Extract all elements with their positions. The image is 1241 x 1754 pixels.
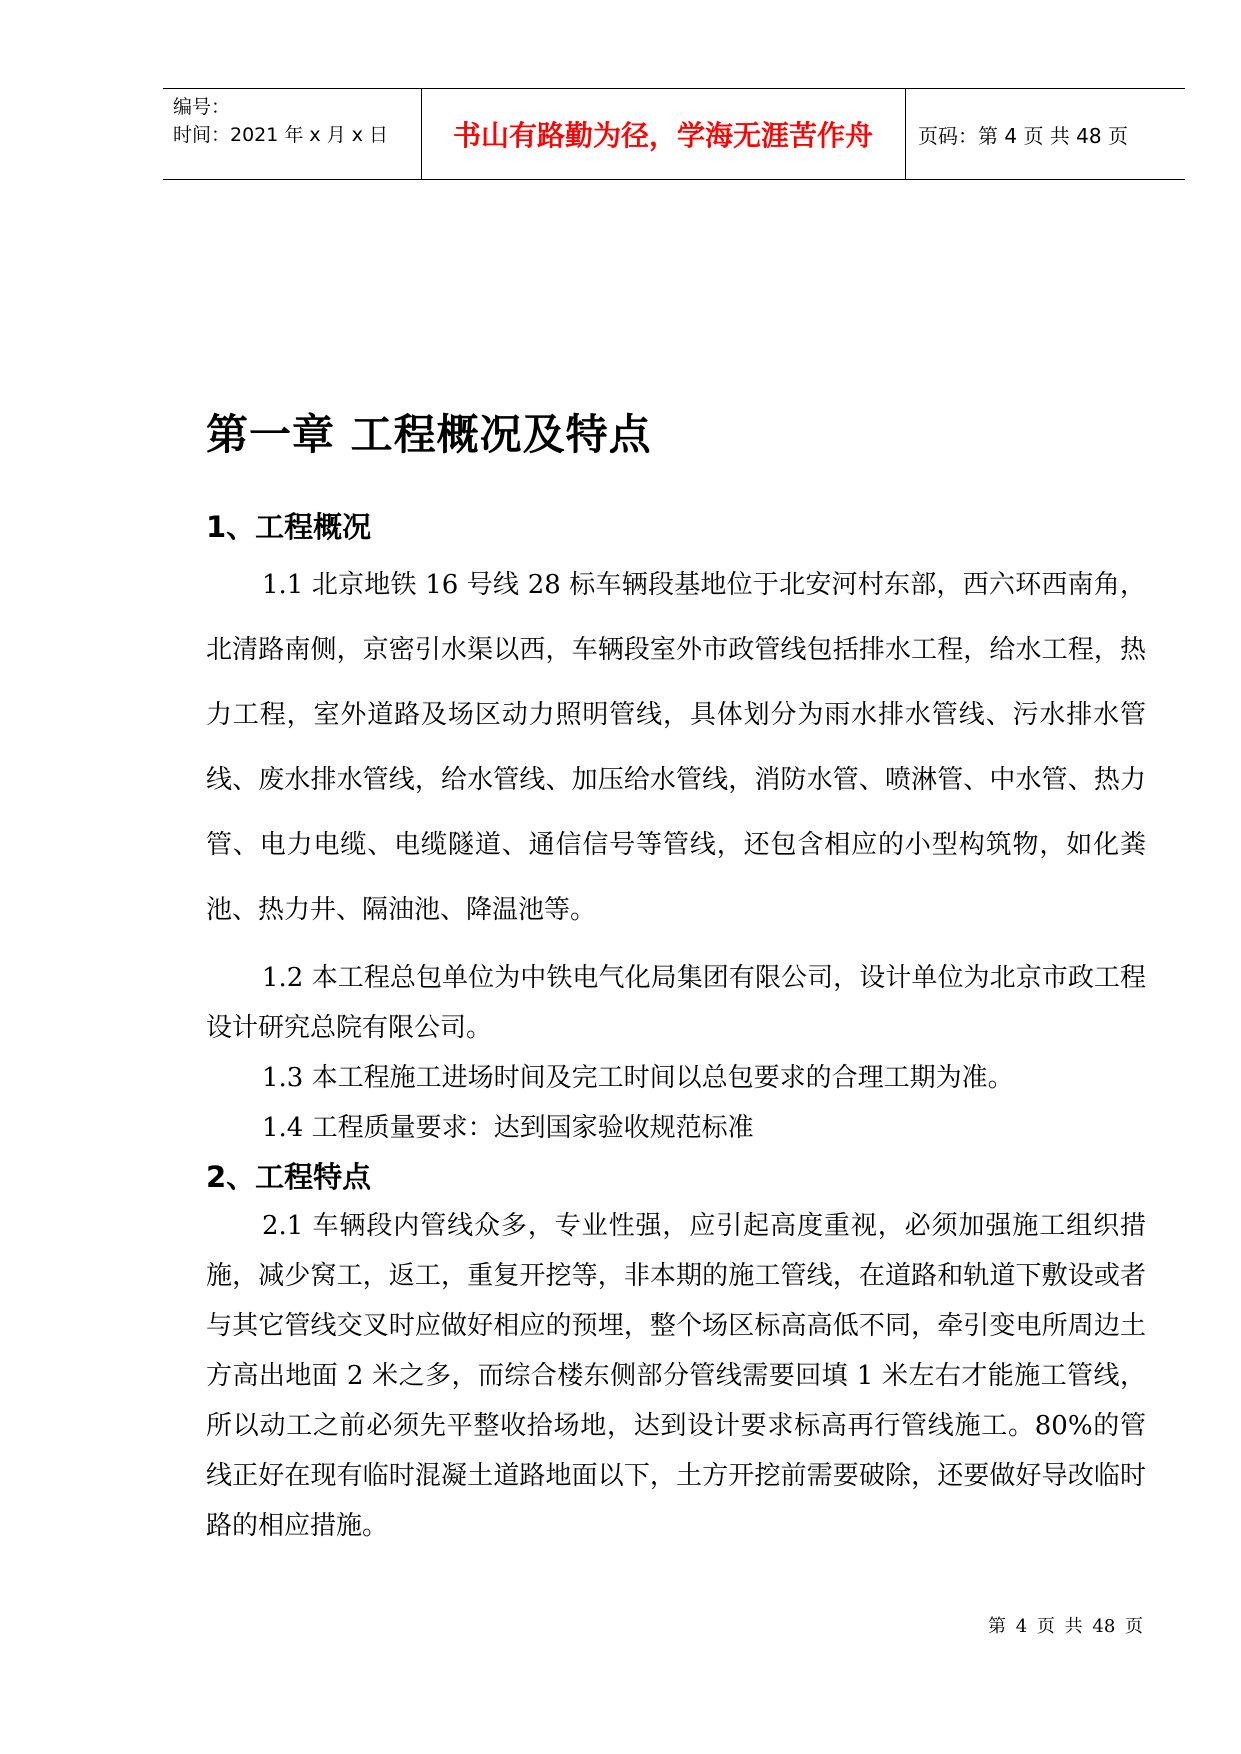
header-number-label: 编号： xyxy=(173,96,231,118)
header-time-label: 时间：2021 年 x 月 x 日 xyxy=(173,124,389,146)
paragraph: 1.2 本工程总包单位为中铁电气化局集团有限公司，设计单位为北京市政工程设计研究总院有限公司。 xyxy=(206,963,1146,1043)
paragraph: 1.1 北京地铁 16 号线 28 标车辆段基地位于北安河村东部，西六环西南角，北清路南侧，京密引水渠以西，车辆段室外市政管线包括排水工程，给水工程，热力工程，室外道路及场区动力照明管线，具体划分为雨水排水管线、污水排水管线、废水排水管线，给水管线、加压给水管线，消防水管、喷淋管、中水管、热力管、电力电缆、电缆隧道、通信信号等管线，还包含相应的小型构筑物，如化粪池、热力井、隔油池、降温池等。 xyxy=(206,570,1146,925)
page-footer: 第 4 页 共 48 页 xyxy=(988,1616,1143,1637)
document-body xyxy=(206,405,1146,1551)
section-heading: 2、工程特点 xyxy=(206,1160,372,1194)
paragraph: 1.4 工程质量要求：达到国家验收规范标准 xyxy=(262,1113,754,1143)
header-page-number: 页码：第 4 页 共 48 页 xyxy=(918,123,1128,148)
section-heading: 1、工程概况 xyxy=(206,510,372,544)
paragraph: 1.3 本工程施工进场时间及完工时间以总包要求的合理工期为准。 xyxy=(262,1063,1014,1093)
chapter-title: 第一章 工程概况及特点 xyxy=(206,410,652,459)
header-meta xyxy=(173,93,423,149)
paragraph: 2.1 车辆段内管线众多，专业性强，应引起高度重视，必须加强施工组织措施，减少窝工，返工，重复开挖等，非本期的施工管线，在道路和轨道下敷设或者与其它管线交叉时应做好相应的预埋，整个场区标高高低不同，牵引变电所周边土方高出地面 2 米之多，而综合楼东侧部分管线需要回填 1 米左右才能施工管线，所以动工之前必须先平整收拾场地，达到设计要求标高再行管线施工。80%的管线正好在现有临时混凝土道路地面以下，土方开挖前需要破除，还要做好导改临时路的相应措施。 xyxy=(206,1211,1146,1541)
header-divider xyxy=(905,89,906,179)
page-header xyxy=(163,88,1185,180)
header-motto: 书山有路勤为径，学海无涯苦作舟 xyxy=(452,119,873,152)
